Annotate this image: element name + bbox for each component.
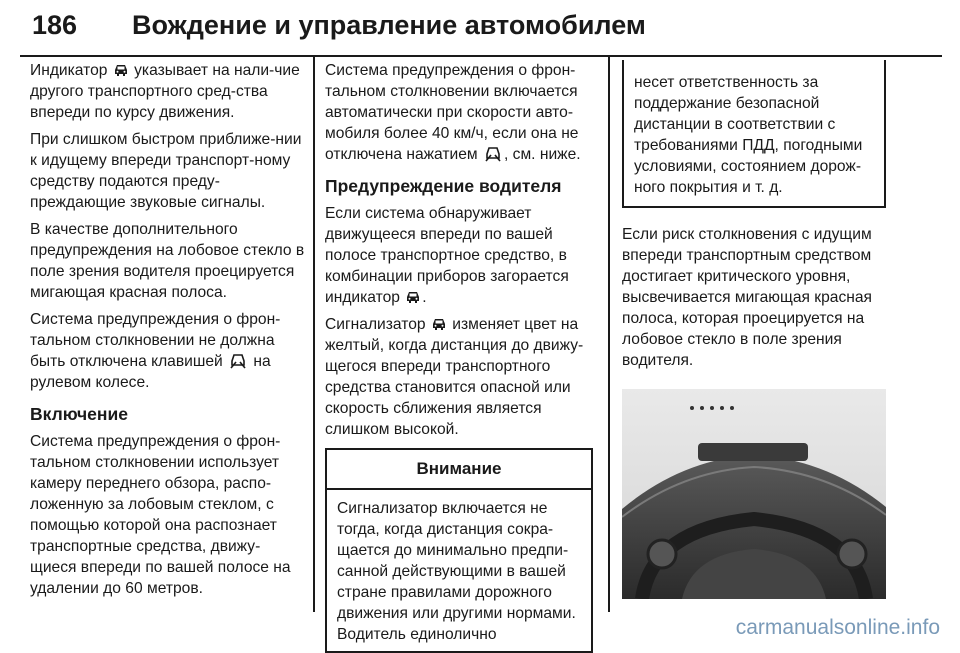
paragraph (30, 309, 305, 393)
car-front-icon (406, 291, 420, 304)
text: на рулевом колесе. (30, 353, 271, 391)
paragraph: В качестве дополнительного предупреждения на лобовое стекло в поле зрения водителя проецируется мигающая красная полоса. (30, 221, 305, 301)
car-front-icon (432, 318, 446, 331)
paragraph: При слишком быстром приближе-нии к идущему впереди транспорт-ному средству подаются преду-преждающие звуковые сигналы. (30, 131, 302, 211)
text: Система предупреждения о фрон-тальном столкновении не должна быть отключена клавишей (30, 311, 281, 370)
section-heading-driver-warning: Предупреждение водителя (325, 176, 562, 196)
paragraph: Система предупреждения о фрон-тальном столкновении использует камеру переднего обзора, распо-ложенную за лобовым стеклом, с помощью которой она распознает транспортные средства, движу-щиеся впереди по вашей полосе на удалении до 60 метров. (30, 433, 291, 597)
text: Сигнализатор (325, 316, 426, 333)
column-divider-2 (608, 56, 610, 612)
warning-box (325, 448, 593, 653)
chapter-title: Вождение и управление автомобилем (132, 10, 646, 40)
paragraph (325, 60, 593, 165)
warning-box-continued (622, 60, 886, 208)
column-divider-1 (313, 56, 315, 612)
page-number: 186 (32, 10, 78, 40)
header-divider (20, 55, 942, 57)
windshield-figure (622, 389, 886, 599)
text: указывает на нали-чие другого транспортного сред-ства впереди по курсу движения. (30, 62, 300, 121)
text: . (422, 289, 427, 306)
text: Система предупреждения о фрон-тальном столкновении включается автоматически при скорости авто-мобиля более 40 км/ч, если она не отключена нажатием (325, 62, 579, 163)
warning-text-continued: несет ответственность за поддержание безопасной дистанции в соответствии с требованиями ПДД, погодными условиями, состоянием дорож-ного покрытия и т. д. (634, 74, 863, 196)
column-1 (30, 60, 305, 605)
paragraph (30, 60, 305, 123)
page-header (20, 2, 942, 54)
car-front-icon (114, 64, 128, 77)
text: Если система обнаруживает движущееся впереди по вашей полосе транспортное средство, в комбинации приборов загорается индикатор (325, 205, 569, 306)
paragraph (325, 314, 593, 440)
paragraph (325, 203, 593, 308)
warning-text: Сигнализатор включается не тогда, когда дистанция сокра-щается до минимально предпи-санной действующими в вашей стране правилами дорожного движения или другими нормами. Водитель единолично (337, 500, 576, 643)
column-2 (325, 60, 593, 653)
steering-wheel-car-icon (229, 353, 247, 369)
text: , см. ниже. (503, 146, 581, 163)
column-3 (622, 60, 886, 604)
warning-title: Внимание (327, 450, 591, 490)
steering-wheel-car-icon (484, 146, 502, 162)
paragraph: Если риск столкновения с идущим впереди транспортным средством достигает критического уровня, высвечивается мигающая красная полоса, которая проецируется на лобовое стекло в поле зрения водителя. (622, 226, 872, 369)
text: Индикатор (30, 62, 108, 79)
section-heading-activation: Включение (30, 404, 128, 424)
watermark: carmanualsonline.info (735, 616, 940, 639)
text: изменяет цвет на желтый, когда дистанция до движу-щегося впереди транспортного средства становится опасной или скорость сближения является слишком высокой. (325, 316, 584, 438)
